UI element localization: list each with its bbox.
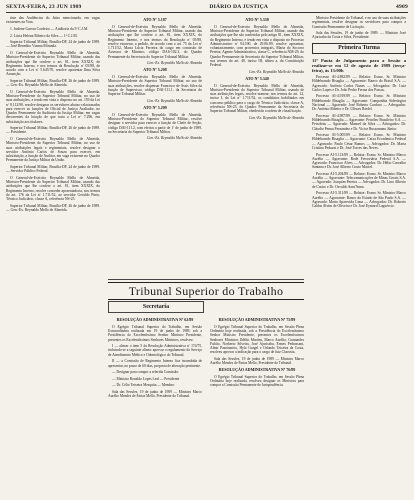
- agenda-item: Processo AI-5.005/89 — Relator: Exmo. Sr. Ministro Hildebrando Bisaglia — Agravante: Caixa Econômica Federal — Agravado: Paulo César Ramos — Advogados: Dr. Maria Cristina Peduzzi e Dr. José Torres das Neves.: [312, 133, 406, 150]
- act-heading: ATO Nº 5.338: [245, 17, 269, 22]
- act-paragraph: O General-de-Exército Reynaldo Mello de Almeida, Ministro-Presidente do Superior Tribunal Militar, usando das atribuições que lhe confere o art. 81, item XXXIX, do Regimento Interno, e nos termos da Resolução nº 05/88, resolve exonerar, a pedido, de acordo com o art. 75 da Lei nº 1.711/52, Maria Lúcia Ferreira do cargo em comissão de Assessor de Ministro, código DAS-102.3, do Quadro Permanente da Secretaria do Superior Tribunal Militar.: [108, 24, 202, 59]
- header-page-number: 4909: [395, 4, 408, 10]
- resolution-heading: RESOLUÇÃO ADMINISTRATIVA Nº 75/89: [218, 317, 296, 322]
- act-signature: Gen.-Ex. Reynaldo Mello de Almeida: [146, 136, 202, 141]
- page-header: [6, 2, 408, 13]
- column-e: [108, 316, 202, 498]
- column-d-paragraph: Sala das Sessões, 19 de junho de 1989. — Ministro José Ajuricaba da Costa e Silva, Presidente.: [312, 31, 406, 40]
- column-f: [210, 316, 304, 498]
- act-signature: Gen.-Ex. Reynaldo Mello de Almeida: [146, 61, 202, 66]
- column-a: [6, 16, 100, 498]
- column-a-paragraph: Superior Tribunal Militar, Brasília-DF, 24 de junho de 1989. — José Benedito Vianna Miranda.: [6, 40, 100, 49]
- resolution-paragraph: O Egrégio Tribunal Superior do Trabalho, em Sessão Plena Ordinária hoje realizada, resolveu designar os Ministros para compor a Comissão Permanente de Jurisprudência.: [210, 374, 304, 388]
- secretaria-heading: Secretaria: [108, 301, 204, 313]
- session-agenda-title: 11ª Pauta de Julgamento para a Sessão a realizar-se em 12 de agosto de 1989 (terça-feira), às 13:00h: [312, 57, 406, 73]
- act-paragraph: O General-de-Exército Reynaldo Mello de Almeida, Ministro-Presidente do Superior Tribunal Militar, usando das atribuições que lhe são conferidas pelo artigo 81, item XXXIX, do Regimento Interno, e tendo em vista o disposto no Processo Administrativo nº 94.190, de 29.06.89, resolve aposentar, voluntariamente, com proventos integrais, Maria do Socorro Pereira, Agente Administrativo, classe C, referência NM-29, do Quadro Permanente da Secretaria do Superior Tribunal Militar, nos termos do art. 40, inciso III, alínea a, da Constituição Federal.: [210, 24, 304, 67]
- resolution-paragraph: I — alterar o item 5 da Resolução Administrativa nº 174/75, incluindo-se a seguinte alínea: aprovar o regulamento do Serviço de Atendimento Médico e Odontológico do Tribunal.: [108, 344, 202, 357]
- act-heading: ATO Nº 5.208: [143, 67, 167, 73]
- act-signature: Gen.-Ex. Reynaldo Mello de Almeida: [248, 69, 304, 74]
- column-a-paragraph: Superior Tribunal Militar, Brasília-DF, 26 de junho de 1989. — Gen.-Ex. Reynaldo Mello de Almeida.: [6, 78, 100, 88]
- resolution-paragraph: Sala das Sessões, 19 de junho de 1989 — Ministro Marco Aurélio Mendes de Farias Mello, Presidente do Tribunal.: [210, 356, 304, 366]
- agenda-item: Processo AI-5.204/89 — Relator: Exmo. Sr. Ministro Marco Aurélio — Agravante: Telecomunicações de Minas Gerais S.A. — Agravado: Joaquim Pereira — Advogados: Dr. Lino Alberto de Castro e Dr. Osvaldo Sant'Anna.: [312, 171, 406, 189]
- resolution-paragraph: Sala das Sessões, 19 de junho de 1989 — Ministro Marco Aurélio Mendes de Farias Mello, Presidente do Tribunal.: [108, 390, 202, 399]
- header-date: SEXTA-FEIRA, 23 JUN 1989: [6, 4, 82, 10]
- act-heading: ATO Nº 5.340: [245, 75, 269, 81]
- act-signature: Gen.-Ex. Reynaldo Mello de Almeida: [146, 98, 202, 103]
- resolution-paragraph: — Designar para compor a referida Comissão:: [112, 370, 180, 375]
- act-heading: ATO Nº 5.187: [143, 17, 167, 22]
- column-a-paragraph: O General-de-Exército Reynaldo Mello de Almeida, Ministro-Presidente do Superior Tribunal Militar, no uso de suas atribuições legais e regimentais, resolve designar o servidor Antônio Carlos de Souza para exercer, em substituição, a função de Auditor, em vaga existente no Quadro Permanente da Justiça Militar da União.: [6, 137, 100, 163]
- court-banner-title: Tribunal Superior do Trabalho: [108, 282, 304, 300]
- act-paragraph: O General-de-Exército Reynaldo Mello de Almeida, Ministro-Presidente do Superior Tribunal Militar, resolve designar o servidor para exercer a função de Chefe de Seção, código DAI-111.2, com efeitos a partir de 1º de junho de 1989, na Secretaria do Superior Tribunal Militar.: [108, 112, 202, 134]
- resolution-paragraph: O Egrégio Tribunal Superior do Trabalho, em Sessão Extraordinária realizada em 19 de junho de 1989, sob a Presidência do Excelentíssimo Senhor Ministro Presidente, presentes os Excelentíssimos Senhores Ministros, resolveu:: [108, 324, 202, 342]
- agenda-item: Processo AI-5.311/89 — Relator: Exmo. Sr. Ministro Marco Aurélio — Agravante: Banco do Estado de São Paulo S.A. — Agravado: Maria Aparecida Lima — Advogados: Dr. Roberto Caldas Alvim de Oliveira e Dr. José Eymard Loguércio.: [312, 191, 406, 209]
- column-a-paragraph: O General-de-Exército Reynaldo Mello de Almeida, Ministro-Presidente do Superior Tribunal Militar, no uso de suas atribuições, e tendo em vista o disposto no art. 159 da Lei nº 8.112/90, resolve designar os servidores abaixo relacionados para exercer as funções de Oficial de Justiça Avaliador, no Quadro Permanente da Auditoria da Justiça Militar, em vagas decorrentes da lotação de que trata a Lei nº 7.296, em substituição aos titulares.: [6, 89, 100, 124]
- column-a-paragraph: tiste das Audiências do Juízo mencionada, em vagas existentes na Vara.: [6, 16, 100, 25]
- column-d: [312, 16, 406, 498]
- agenda-item: Processo AI-4.987/89 — Relator: Exmo. Sr. Ministro Hildebrando Bisaglia — Agravante: Petróleo Brasileiro S.A. — Petrobrás — Agravado: Manoel da Silva — Advogados: Dr. Cláudio Penna Fernandez e Dr. Victor Russomano Júnior.: [312, 113, 406, 131]
- resolution-heading: RESOLUÇÃO ADMINISTRATIVA Nº 76/89: [218, 366, 296, 372]
- agenda-item: Processo AI-4.882/89 — Relator: Exmo. Sr. Ministro Hildebrando Bisaglia — Agravante: Banco do Brasil S.A. — Agravado: Antônio Carlos Nunes — Advogados: Dr. Luiz Carlos Lopes e Dr. João Pedro Ferraz dos Passos.: [312, 75, 406, 92]
- act-heading: ATO Nº 5.209: [143, 105, 167, 111]
- banner-rule-top: [108, 279, 304, 280]
- column-d-paragraph: Ministro Presidente do Tribunal, e no uso de suas atribuições regimentais, resolve designar os servidores para compor a Comissão Permanente de Licitação.: [312, 16, 406, 29]
- act-paragraph: O General-de-Exército Reynaldo Mello de Almeida, Ministro-Presidente do Superior Tribunal Militar, no uso de suas atribuições, resolve dispensar Francisco de Assis Silva da função de Supervisor, código DAI-111.1, da Secretaria do Superior Tribunal Militar.: [108, 75, 202, 97]
- header-journal-title: DIÁRIO DA JUSTIÇA: [209, 4, 269, 10]
- agenda-item: Processo AI-4.919/89 — Relator: Exmo. Sr. Ministro Hildebrando Bisaglia — Agravante: Companhia Siderúrgica Nacional — Agravado: José Roberto Cardoso — Advogados: Dr. Antônio Ribeiro e Dr. Ulisses Riedel.: [312, 94, 406, 112]
- resolution-paragraph: — Ministro Ronaldo Lopes Leal — Presidente: [112, 376, 180, 381]
- agenda-item: Processo AI-5.113/89 — Relator: Exmo. Sr. Ministro Marco Aurélio — Agravante: Rede Ferroviária Federal S.A. — Agravado: Francisco Alves — Advogados: Dr. Hélio Carvalho Santana e Dr. José Alberto Couto Maciel.: [312, 152, 406, 170]
- resolution-heading: RESOLUÇÃO ADMINISTRATIVA Nº 62/89: [116, 317, 194, 322]
- column-a-paragraph: Superior Tribunal Militar, Brasília-DF, 26 de junho de 1989. — Presidente.: [6, 126, 100, 135]
- primeira-turma-heading: Primeira Turma: [312, 43, 406, 54]
- resolution-paragraph: II — a Comissão de Regimento Interno fica incumbida de apresentar, no prazo de 60 dias, proposta de alteração pertinente.: [108, 359, 202, 368]
- act-signature: Gen.-Ex. Reynaldo Mello de Almeida: [248, 115, 304, 120]
- column-a-paragraph: Superior Tribunal Militar, Brasília-DF, 26 de junho de 1989. — Gen.-Ex. Reynaldo Mello de Almeida.: [6, 203, 100, 213]
- column-a-paragraph: 2. Lúcia Helena Ribeiro da Silva — 1ª C.J.M.: [10, 33, 78, 38]
- column-a-paragraph: Superior Tribunal Militar, Brasília-DF, 24 de junho de 1989. — Servidor Público Federal.: [6, 165, 100, 174]
- resolution-paragraph: — Dr. Célio Teixeira Mesquita — Membro: [112, 383, 175, 388]
- column-a-paragraph: O General-de-Exército Reynaldo Mello de Almeida, Ministro-Presidente do Superior Tribunal Militar, usando das atribuições que lhe confere o art. 81, item XXXIX, do Regimento Interno, resolve conceder aposentadoria, nos termos do art. 176 da Lei nº 1.711/52, ao servidor Geraldo Pinto, Técnico Judiciário, classe A, referência NS-25.: [6, 175, 100, 202]
- column-b: [108, 16, 202, 274]
- act-paragraph: O General-de-Exército Reynaldo Mello de Almeida, Ministro-Presidente do Superior Tribunal Militar, usando de suas atribuições legais, resolve nomear, nos termos do art. 12, inciso I, da Lei nº 1.711/52, os candidatos habilitados em concurso público para o cargo de Técnico Judiciário, classe A, referência NS-25, do Quadro Permanente da Secretaria do Superior Tribunal Militar, obedecida a ordem de classificação.: [210, 83, 304, 114]
- column-a-paragraph: 1. Juslene Guerra Cordeiro — Auditoria da 5ª C.J.M.: [10, 26, 89, 31]
- resolution-paragraph: O Egrégio Tribunal Superior do Trabalho, em Sessão Plena Ordinária hoje realizada, sob a Presidência do Excelentíssimo Senhor Ministro Presidente, presentes os Excelentíssimos Senhores Ministros Ildélio Martins, Marco Aurélio, Guimarães Falcão, Norberto Silveira, José Ajuricaba, Ermes Pedrassani, Almir Pazzianotto, Hylo Gurgel e Orlando Teixeira da Costa, resolveu aprovar a indicação para o cargo de Juiz Classista.: [210, 324, 304, 355]
- column-a-paragraph: O General-de-Exército Reynaldo Mello de Almeida, Ministro-Presidente do Superior Tribunal Militar, usando das atribuições que lhe confere o art. 81, item XXXIX, de Regimento Interno, e nos termos da Resolução nº 05/88, de acordo com a Lei nº 5.645/70, resolve aposentar Ilma Silva Assunção.: [6, 51, 100, 77]
- column-c: [210, 16, 304, 274]
